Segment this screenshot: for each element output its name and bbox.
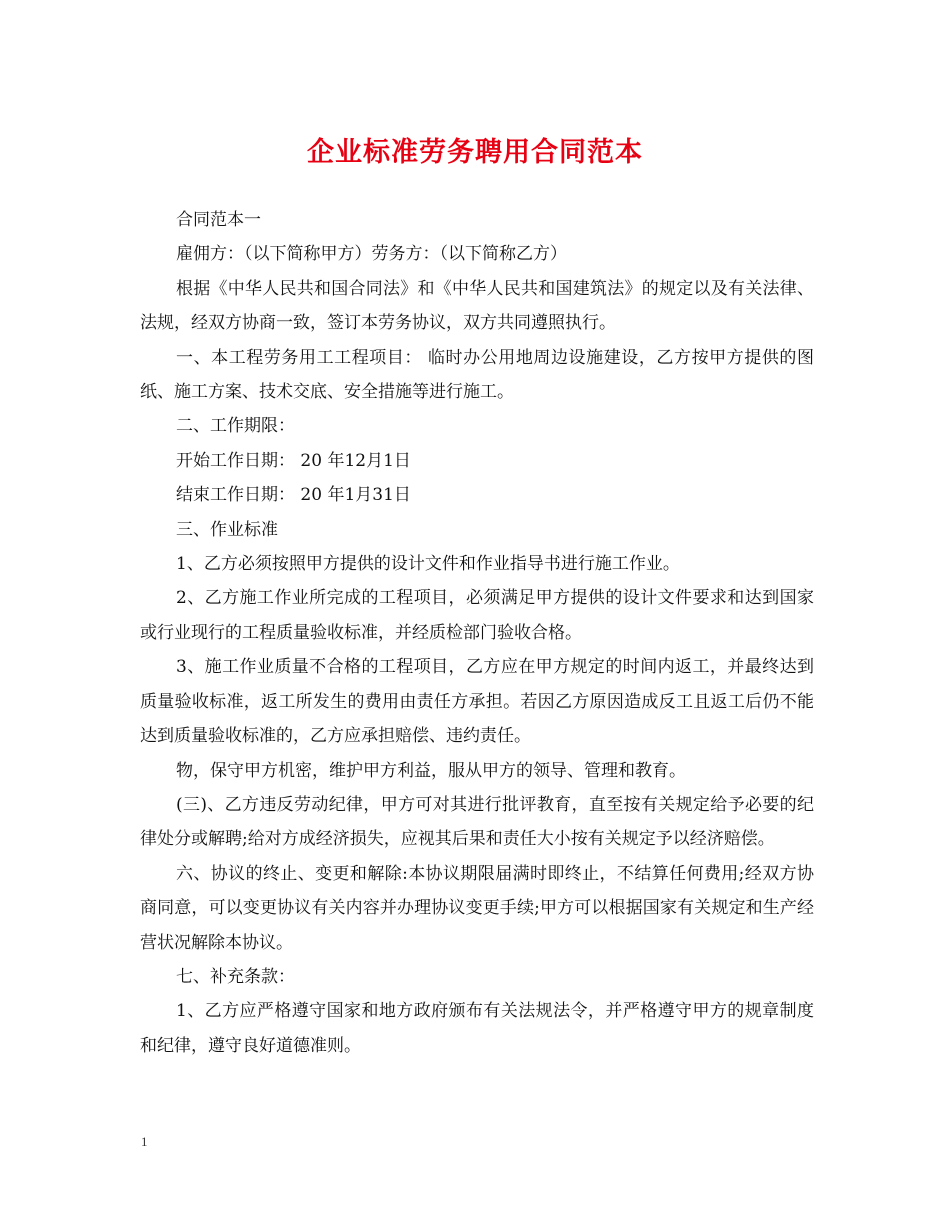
paragraph: 2、乙方施工作业所完成的工程项目，必须满足甲方提供的设计文件要求和达到国家或行业现行的工程质量验收标准，并经质检部门验收合格。 — [140, 588, 814, 643]
paragraph: 一、本工程劳务用工工程项目： 临时办公用地周边设施建设，乙方按甲方提供的图纸、施工方案、技术交底、安全措施等进行施工。 — [140, 347, 814, 403]
paragraph: 七、补充条款： — [176, 966, 295, 987]
paragraph: (三)、乙方违反劳动纪律，甲方可对其进行批评教育，直至按有关规定给予必要的纪律处分或解聘;给对方成经济损失，应视其后果和责任大小按有关规定予以经济赔偿。 — [140, 794, 814, 850]
paragraph: 二、工作期限： — [176, 416, 295, 437]
paragraph: 三、作业标准 — [176, 519, 278, 540]
paragraph: 根据《中华人民共和国合同法》和《中华人民共和国建筑法》的规定以及有关法律、法规，经双方协商一致，签订本劳务协议，双方共同遵照执行。 — [140, 278, 814, 334]
page-number: 1 — [141, 1134, 148, 1149]
paragraph: 合同范本一 — [176, 210, 261, 230]
document-title: 企业标准劳务聘用合同范本 — [307, 137, 643, 168]
paragraph: 1、乙方必须按照甲方提供的设计文件和作业指导书进行施工作业。 — [176, 554, 680, 575]
paragraph: 六、协议的终止、变更和解除:本协议期限届满时即终止，不结算任何费用;经双方协商同意，可以变更协议有关内容并办理协议变更手续;甲方可以根据国家有关规定和生产经营状况解除本协议。 — [140, 863, 814, 953]
document-body — [140, 203, 814, 1063]
paragraph: 3、施工作业质量不合格的工程项目，乙方应在甲方规定的时间内返工，并最终达到质量验收标准，返工所发生的费用由责任方承担。若因乙方原因造成反工且返工后仍不能达到质量验收标准的，乙方应承担赔偿、违约责任。 — [140, 657, 814, 747]
paragraph: 开始工作日期： 20 年12月1日 — [176, 450, 411, 471]
paragraph: 物，保守甲方机密，维护甲方利益，服从甲方的领导、管理和教育。 — [176, 760, 686, 781]
paragraph: 雇佣方：（以下简称甲方）劳务方：（以下简称乙方） — [176, 244, 567, 265]
paragraph: 1、乙方应严格遵守国家和地方政府颁布有关法规法令，并严格遵守甲方的规章制度和纪律，遵守良好道德准则。 — [140, 1001, 814, 1056]
paragraph: 结束工作日期： 20 年1月31日 — [176, 485, 411, 506]
